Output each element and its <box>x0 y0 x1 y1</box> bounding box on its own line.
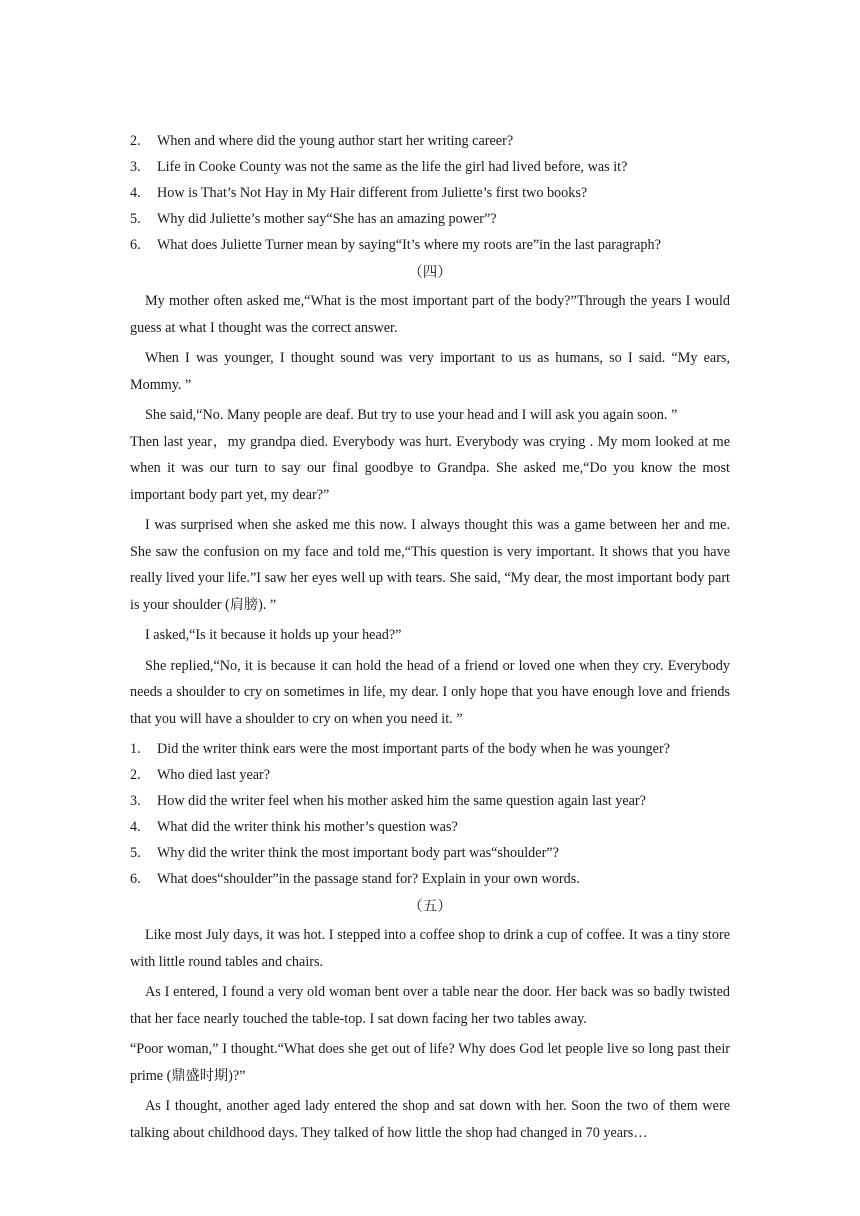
question-text: How is That’s Not Hay in My Hair different from Juliette’s first two books? <box>157 185 588 201</box>
passage-paragraph: When I was younger, I thought sound was very important to us as humans, so I said. “My ears, Mommy. ” <box>130 350 730 393</box>
passage-paragraph: As I thought, another aged lady entered the shop and sat down with her. Soon the two of them were talking about childhood days. They talked of how little the shop had changed in 70 years… <box>130 1098 730 1141</box>
question-number: 1. <box>130 741 141 757</box>
question-number: 5. <box>130 211 141 227</box>
question-item <box>130 762 730 788</box>
question-text: Why did the writer think the most important body part was“shoulder”? <box>157 845 559 861</box>
passage-paragraph: Like most July days, it was hot. I stepped into a coffee shop to drink a cup of coffee. It was a tiny store with little round tables and chairs. <box>130 927 730 970</box>
question-item <box>130 206 730 232</box>
question-number: 6. <box>130 871 141 887</box>
question-number: 3. <box>130 159 141 175</box>
question-number: 4. <box>130 185 141 201</box>
question-item <box>130 128 730 154</box>
passage-paragraph: Then last year，my grandpa died. Everybody was hurt. Everybody was crying . My mom looked at me when it was our turn to say our final goodbye to Grandpa. She asked me,“Do you know the most important body part yet, my dear?” <box>130 433 730 503</box>
document-page <box>130 128 730 1150</box>
section-heading-5: （五） <box>408 899 452 915</box>
question-item <box>130 840 730 866</box>
question-item <box>130 736 730 762</box>
question-item <box>130 180 730 206</box>
question-text: Did the writer think ears were the most important parts of the body when he was younger? <box>157 741 670 757</box>
question-number: 3. <box>130 793 141 809</box>
passage-paragraph: As I entered, I found a very old woman bent over a table near the door. Her back was so badly twisted that her face nearly touched the table-top. I sat down facing her two tables away. <box>130 984 730 1027</box>
passage-paragraph: I was surprised when she asked me this now. I always thought this was a game between her and me. She saw the confusion on my face and told me,“This question is very important. It shows that you have really lived your life.”I saw her eyes well up with tears. She said, “My dear, the most important body part is your shoulder (肩膀). ” <box>130 517 730 613</box>
question-text: How did the writer feel when his mother asked him the same question again last year? <box>157 793 646 809</box>
question-number: 2. <box>130 133 141 149</box>
question-number: 5. <box>130 845 141 861</box>
question-number: 2. <box>130 767 141 783</box>
question-text: When and where did the young author start her writing career? <box>157 133 514 149</box>
passage-paragraph: I asked,“Is it because it holds up your head?” <box>145 627 402 643</box>
question-item <box>130 788 730 814</box>
passage-paragraph: She said,“No. Many people are deaf. But try to use your head and I will ask you again soon. ” <box>145 407 678 423</box>
question-number: 4. <box>130 819 141 835</box>
passage-paragraph: My mother often asked me,“What is the most important part of the body?”Through the years I would guess at what I thought was the correct answer. <box>130 293 730 336</box>
question-item <box>130 232 730 258</box>
section-heading-4: （四） <box>408 265 452 281</box>
question-text: What did the writer think his mother’s question was? <box>157 819 458 835</box>
question-item <box>130 866 730 892</box>
passage-paragraph: “Poor woman,” I thought.“What does she get out of life? Why does God let people live so long past their prime (鼎盛时期)?” <box>130 1041 730 1084</box>
passage-paragraph: She replied,“No, it is because it can hold the head of a friend or loved one when they cry. Everybody needs a shoulder to cry on sometimes in life, my dear. I only hope that you have enough love and friends that you will have a shoulder to cry on when you need it. ” <box>130 657 730 727</box>
question-text: Why did Juliette’s mother say“She has an amazing power”? <box>157 211 497 227</box>
question-text: What does“shoulder”in the passage stand for? Explain in your own words. <box>157 871 580 887</box>
question-text: Life in Cooke County was not the same as the life the girl had lived before, was it? <box>157 159 628 175</box>
question-text: What does Juliette Turner mean by saying“It’s where my roots are”in the last paragraph? <box>157 237 661 253</box>
question-item <box>130 154 730 180</box>
question-text: Who died last year? <box>157 767 271 783</box>
question-item <box>130 814 730 840</box>
question-number: 6. <box>130 237 141 253</box>
